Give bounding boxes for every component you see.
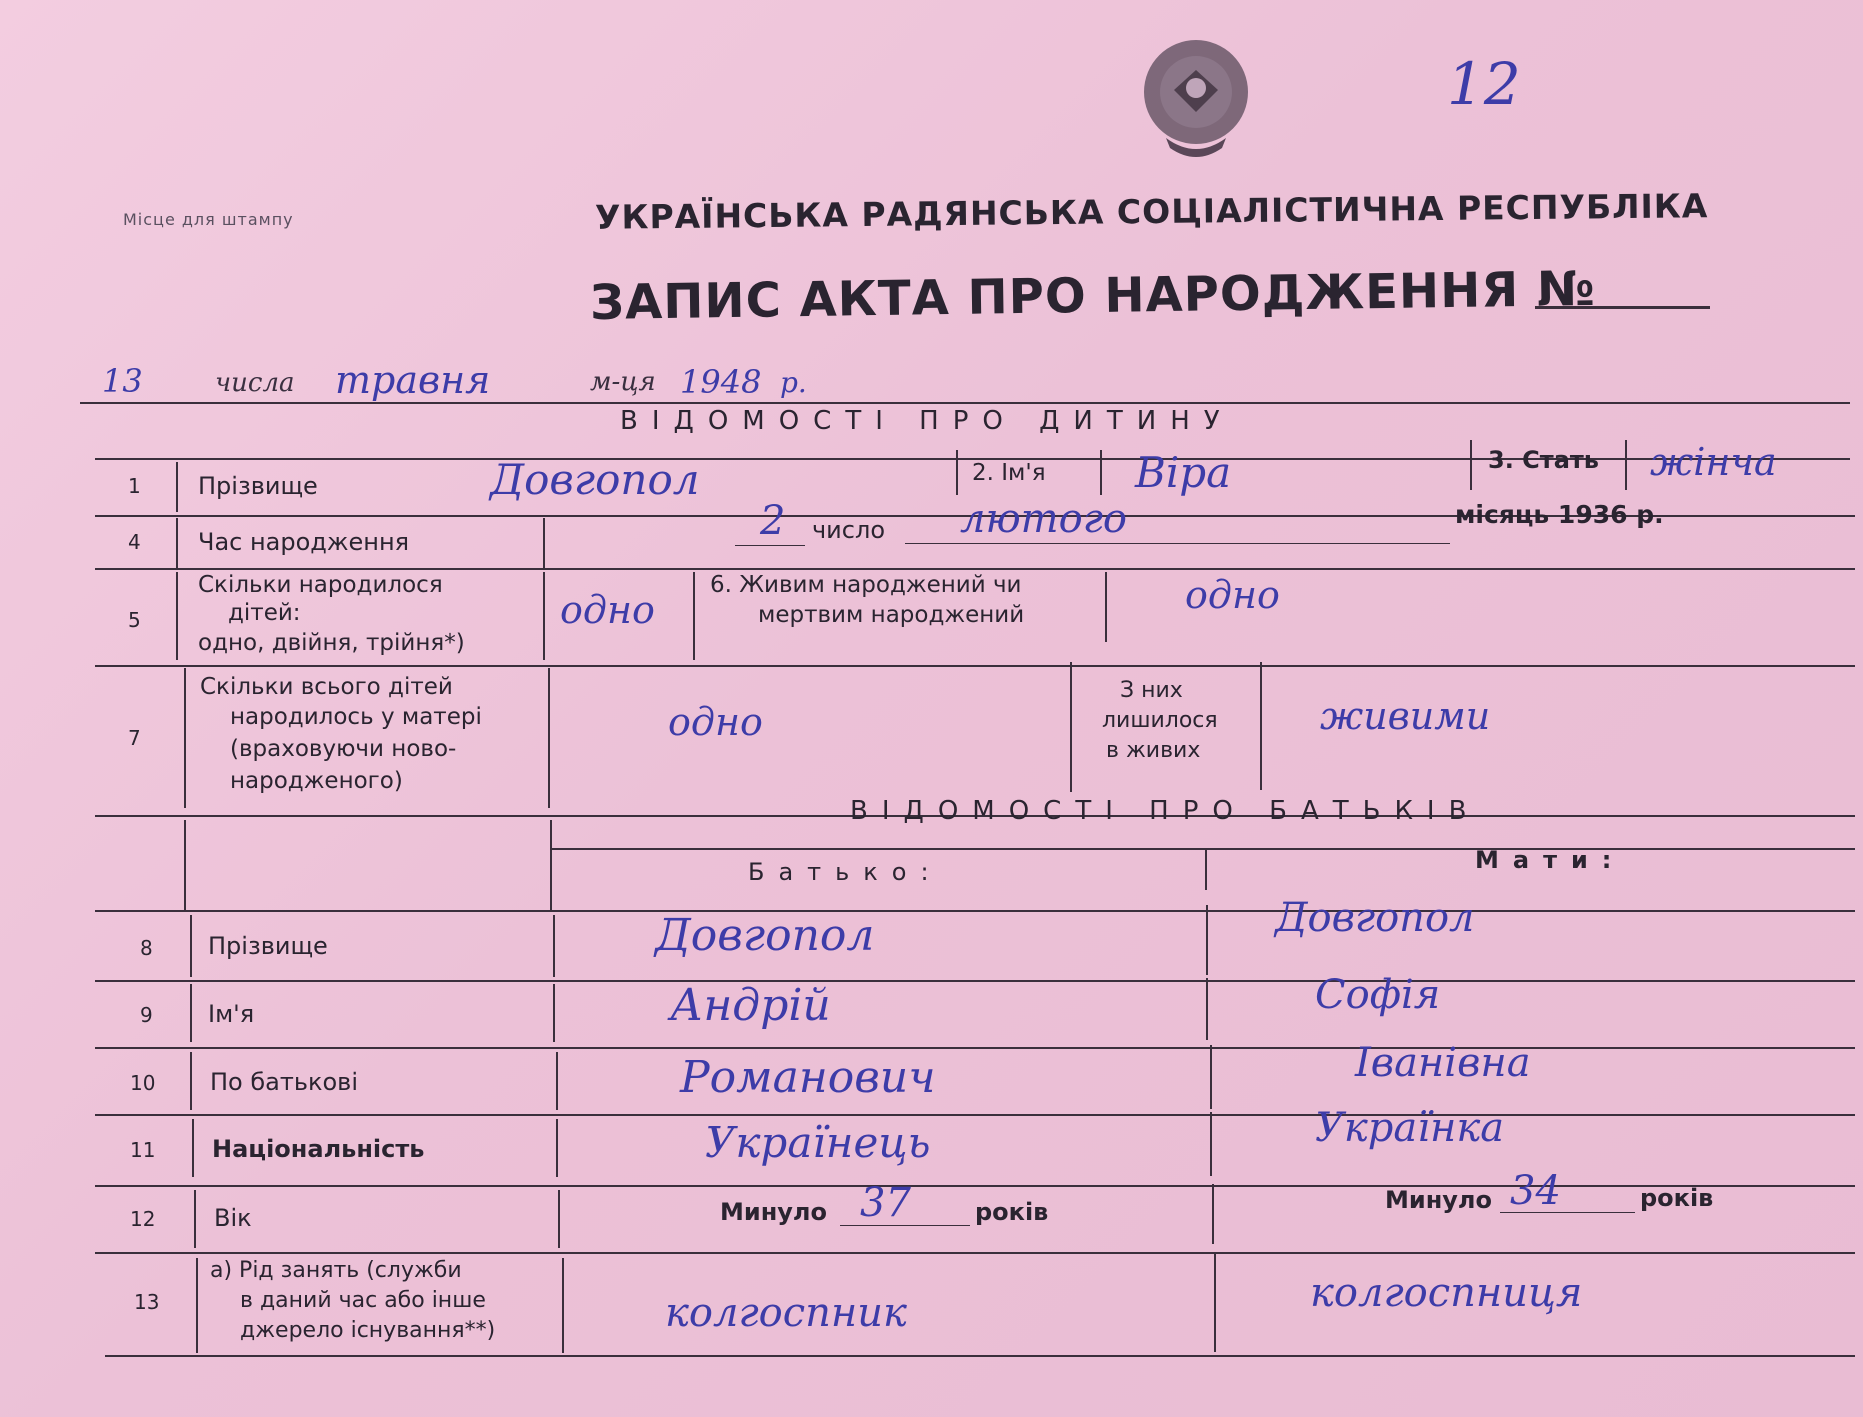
occupation-label-1: а) Рід занять (служби [210, 1258, 462, 1283]
birth-day-label: число [812, 516, 885, 544]
date-underline [80, 402, 1850, 404]
children-count-label-3: одно, двійня, трійня*) [198, 630, 465, 656]
mother-name: Софія [1315, 972, 1441, 1018]
occupation-label-3: джерело існування**) [240, 1318, 496, 1343]
row-number: 9 [140, 1003, 153, 1027]
child-section-header: ВІДОМОСТІ ПРО ДИТИНУ [620, 406, 1234, 436]
mother-age-prefix: Минуло [1385, 1186, 1492, 1214]
child-surname-value: Довгопол [490, 455, 700, 504]
father-name: Андрій [670, 980, 831, 1031]
mother-header: Мати: [1475, 846, 1626, 874]
republic-name: УКРАЇНСЬКА РАДЯНСЬКА СОЦІАЛІСТИЧНА РЕСПУБЛІКА [594, 186, 1709, 237]
children-count-label-1: Скільки народилося [198, 572, 443, 598]
row-number: 8 [140, 936, 153, 960]
date-year: 1948 [680, 363, 762, 401]
date-month: травня [335, 358, 491, 402]
children-count-label-2: дітей: [228, 600, 301, 626]
age-label: Вік [214, 1204, 252, 1232]
father-patronymic: Романович [680, 1052, 936, 1103]
mother-occupation: колгоспниця [1310, 1270, 1583, 1316]
document-title: ЗАПИС АКТА ПРО НАРОДЖЕННЯ № [589, 260, 1597, 332]
alive-born-value: одно [1185, 573, 1280, 617]
row-number: 4 [128, 530, 141, 554]
birth-month-value: лютого [960, 496, 1127, 542]
mother-surname: Довгопол [1275, 895, 1475, 941]
date-day-label: числа [215, 368, 295, 398]
surviving-value: живими [1320, 694, 1491, 738]
occupation-label-2: в даний час або інше [240, 1288, 486, 1313]
child-sex-label: 3. Стать [1488, 446, 1599, 474]
birth-day-value: 2 [760, 498, 786, 544]
mother-patronymic: Іванівна [1355, 1040, 1531, 1086]
surviving-label-3: в живих [1106, 738, 1201, 763]
birth-year-label: місяць 1936 р. [1455, 500, 1664, 529]
alive-born-label-1: 6. Живим народжений чи [710, 572, 1022, 598]
father-occupation: колгоспник [665, 1290, 907, 1336]
total-children-label-4: народженого) [230, 768, 403, 794]
parent-name-label: Ім'я [208, 1000, 255, 1028]
state-emblem-icon [1126, 30, 1266, 170]
row-number: 13 [134, 1290, 160, 1314]
children-count-value: одно [560, 588, 655, 632]
mother-age-suffix: років [1640, 1184, 1714, 1212]
father-age-suffix: років [975, 1198, 1049, 1226]
birth-time-label: Час народження [198, 528, 410, 556]
page-number: 12 [1447, 50, 1521, 118]
row-number: 7 [128, 726, 141, 750]
child-name-label: 2. Ім'я [972, 460, 1046, 486]
date-month-label: м-ця [590, 367, 656, 397]
father-nationality: Українець [705, 1118, 931, 1167]
father-surname: Довгопол [655, 910, 875, 961]
surviving-label-2: лишилося [1102, 708, 1218, 733]
total-children-label-2: народилось у матері [230, 704, 482, 730]
mother-age-value: 34 [1510, 1168, 1561, 1214]
mother-nationality: Українка [1315, 1105, 1505, 1151]
total-children-label-1: Скільки всього дітей [200, 674, 453, 700]
row-number: 12 [130, 1207, 156, 1231]
parent-patronymic-label: По батькові [210, 1068, 358, 1096]
date-day: 13 [102, 362, 143, 400]
surviving-label-1: З них [1120, 678, 1183, 703]
child-name-value: Віра [1135, 448, 1232, 497]
nationality-label: Національність [212, 1135, 425, 1163]
child-sex-value: жінча [1650, 440, 1777, 484]
parents-section-header: ВІДОМОСТІ ПРО БАТЬКІВ [850, 796, 1481, 826]
father-header: Батько: [748, 858, 943, 886]
father-age-value: 37 [860, 1180, 911, 1226]
act-number-field [1535, 306, 1710, 309]
row-number: 10 [130, 1071, 156, 1095]
date-year-suffix: р. [780, 366, 807, 399]
row-number: 5 [128, 608, 141, 632]
child-surname-label: Прізвище [198, 472, 318, 500]
parent-surname-label: Прізвище [208, 932, 328, 960]
stamp-place-label: Місце для штампу [123, 210, 294, 229]
row-number: 1 [128, 474, 141, 498]
row-number: 11 [130, 1138, 156, 1162]
total-children-label-3: (враховуючи ново- [230, 736, 457, 762]
total-children-value: одно [668, 700, 763, 744]
alive-born-label-2: мертвим народжений [758, 602, 1025, 628]
father-age-prefix: Минуло [720, 1198, 827, 1226]
